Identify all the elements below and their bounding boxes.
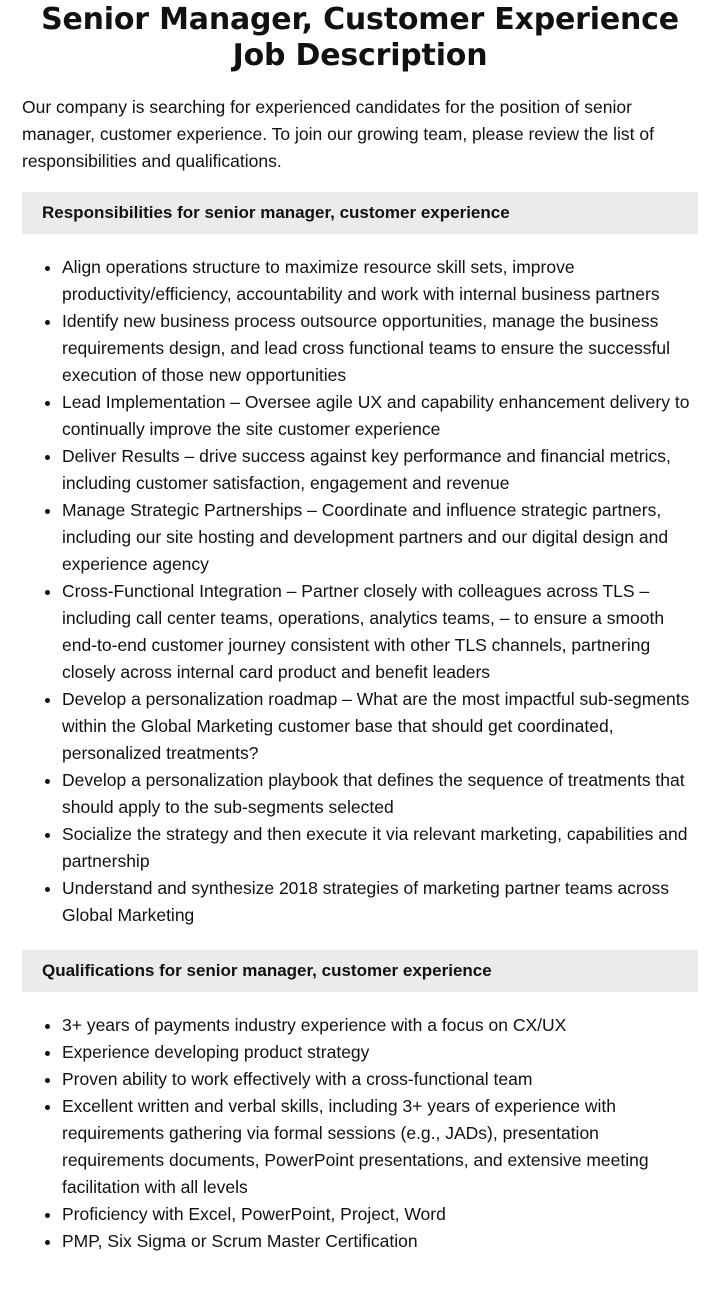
page-title: Senior Manager, Customer Experience Job Description [41,2,679,73]
list-item: • Understand and synthesize 2018 strategies of marketing partner teams across Global Marketing [62,875,698,929]
list-item: • Manage Strategic Partnerships – Coordinate and influence strategic partners, including our site hosting and development partners and our digital design and experience agency [62,497,698,578]
list-item: • PMP, Six Sigma or Scrum Master Certification [62,1228,698,1255]
list-item: • Align operations structure to maximize resource skill sets, improve productivity/efficiency, accountability and work with internal business partners [62,254,698,308]
list-item: • Lead Implementation – Oversee agile UX and capability enhancement delivery to continually improve the site customer experience [62,389,698,443]
responsibilities-heading: Responsibilities for senior manager, customer experience [22,192,698,234]
qualifications-heading: Qualifications for senior manager, customer experience [22,950,698,992]
qualifications-list [22,1012,698,1255]
list-item: • Develop a personalization playbook that defines the sequence of treatments that should apply to the sub-segments selected [62,767,698,821]
list-item: • Proficiency with Excel, PowerPoint, Project, Word [62,1201,698,1228]
intro-paragraph: Our company is searching for experienced candidates for the position of senior manager, customer experience. To join our growing team, please review the list of responsibilities and qualifications. [22,97,654,171]
responsibilities-list [22,254,698,929]
list-item: • Excellent written and verbal skills, including 3+ years of experience with requirements gathering via formal sessions (e.g., JADs), presentation requirements documents, PowerPoint presentations, and extensive meeting facilitation with all levels [62,1093,698,1201]
list-item: • Cross-Functional Integration – Partner closely with colleagues across TLS – including call center teams, operations, analytics teams, – to ensure a smooth end-to-end customer journey consistent with other TLS channels, partnering closely across internal card product and benefit leaders [62,578,698,686]
list-item: • Develop a personalization roadmap – What are the most impactful sub-segments within the Global Marketing customer base that should get coordinated, personalized treatments? [62,686,698,767]
list-item: • Socialize the strategy and then execute it via relevant marketing, capabilities and partnership [62,821,698,875]
job-description-page [22,0,698,1255]
list-item: • Deliver Results – drive success against key performance and financial metrics, including customer satisfaction, engagement and revenue [62,443,698,497]
list-item: • Proven ability to work effectively with a cross-functional team [62,1066,698,1093]
list-item: • Experience developing product strategy [62,1039,698,1066]
list-item: • 3+ years of payments industry experience with a focus on CX/UX [62,1012,698,1039]
list-item: • Identify new business process outsource opportunities, manage the business requirements design, and lead cross functional teams to ensure the successful execution of those new opportunities [62,308,698,389]
